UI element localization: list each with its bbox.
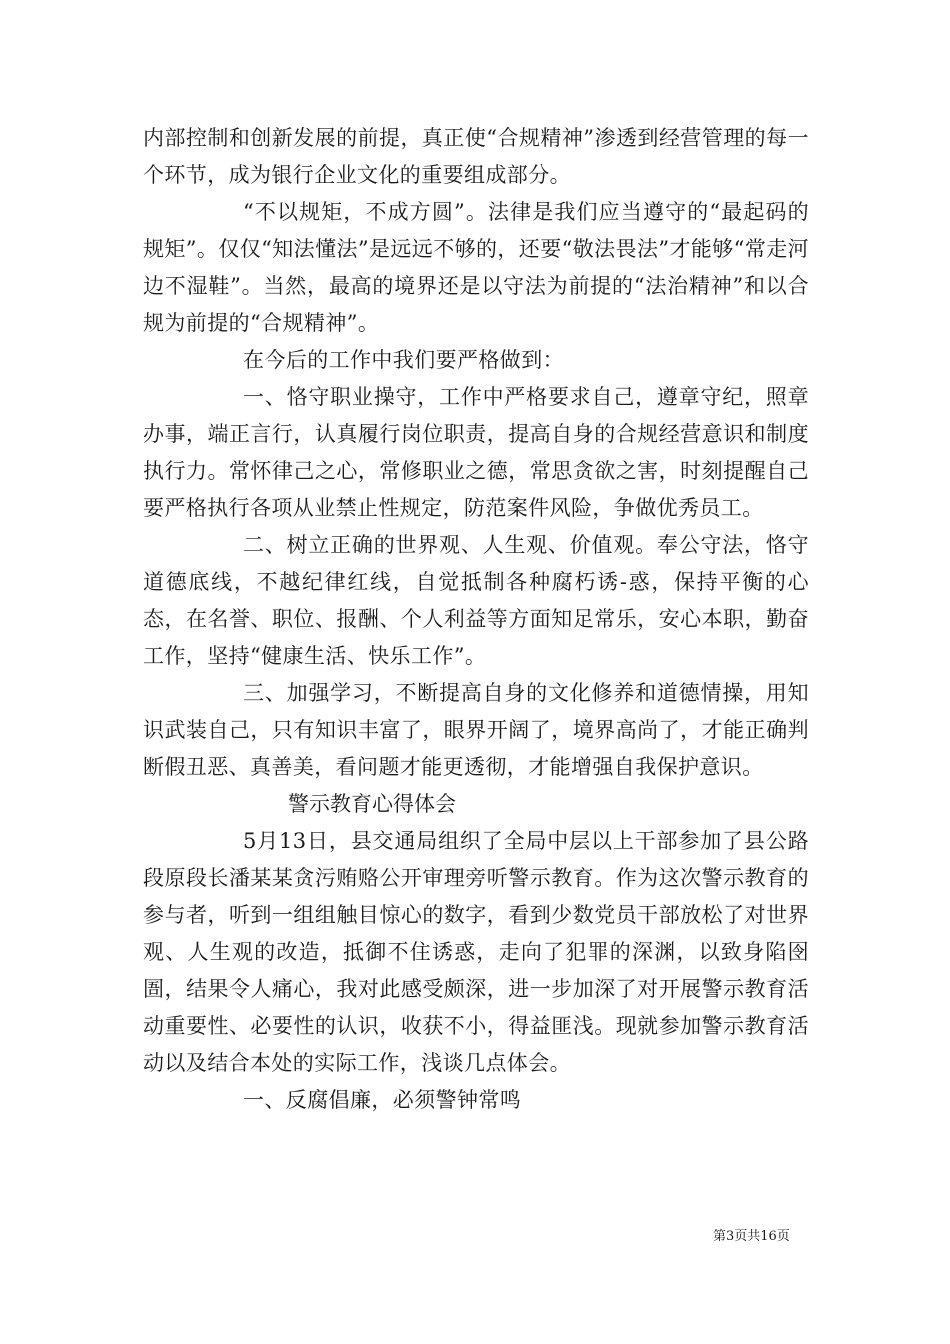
paragraph-intro-list: 在今后的工作中我们要严格做到： xyxy=(243,348,564,372)
document-body xyxy=(143,120,809,1119)
section-heading: 警示教育心得体会 xyxy=(288,792,456,816)
paragraph-point-3: 三、加强学习，不断提高自身的文化修养和道德情操，用知识武装自己，只有知识丰富了，眼界开阔了，境界高尚了，才能正确判断假丑恶、真善美，看问题才能更透彻，才能增强自我保护意识。 xyxy=(143,681,809,779)
paragraph-continuation: 内部控制和创新发展的前提，真正使“合规精神”渗透到经营管理的每一个环节，成为银行企业文化的重要组成部分。 xyxy=(143,126,809,187)
paragraph-subheading: 一、反腐倡廉，必须警钟常鸣 xyxy=(243,1088,522,1112)
page-number: 第3页共16页 xyxy=(713,1229,790,1244)
paragraph-point-2: 二、树立正确的世界观、人生观、价值观。奉公守法，恪守道德底线，不越纪律红线，自觉抵制各种腐朽诱-惑，保持平衡的心态，在名誉、职位、报酬、个人利益等方面知足常乐，安心本职，勤奋工作，坚持“健康生活、快乐工作”。 xyxy=(143,533,809,668)
paragraph-point-1: 一、恪守职业操守，工作中严格要求自己，遵章守纪，照章办事，端正言行，认真履行岗位职责，提高自身的合规经营意识和制度执行力。常怀律己之心，常修职业之德，常思贪欲之害，时刻提醒自己要严格执行各项从业禁止性规定，防范案件风险，争做优秀员工。 xyxy=(143,385,809,520)
paragraph-event: 5月13日，县交通局组织了全局中层以上干部参加了县公路段原段长潘某某贪污贿赂公开审理旁听警示教育。作为这次警示教育的参与者，听到一组组触目惊心的数字，看到少数党员干部放松了对世界观、人生观的改造，抵御不住诱惑，走向了犯罪的深渊，以致身陷囹圄，结果令人痛心，我对此感受颇深，进一步加深了对开展警示教育活动重要性、必要性的认识，收获不小，得益匪浅。现就参加警示教育活动以及结合本处的实际工作，浅谈几点体会。 xyxy=(143,829,809,1075)
paragraph-rules: “不以规矩，不成方圆”。法律是我们应当遵守的“最起码的规矩”。仅仅“知法懂法”是远远不够的，还要“敬法畏法”才能够“常走河边不湿鞋”。当然，最高的境界还是以守法为前提的“法治精神”和以合规为前提的“合规精神”。 xyxy=(143,200,810,335)
